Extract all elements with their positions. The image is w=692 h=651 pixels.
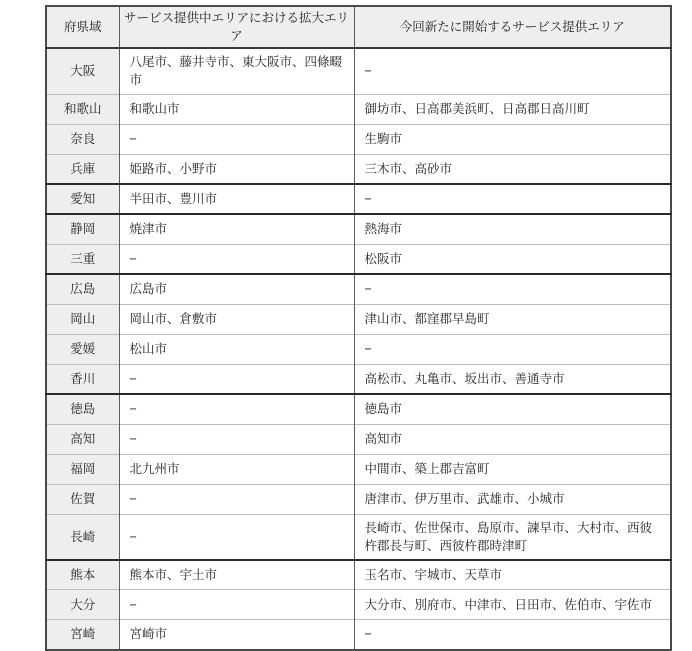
table-row xyxy=(46,304,671,334)
table-row xyxy=(46,484,671,514)
header-expand-area: サービス提供中エリアにおける拡大エリア xyxy=(119,6,354,48)
table-row xyxy=(46,514,671,560)
table-body xyxy=(46,48,671,650)
expand-area-cell: 熊本市、宇土市 xyxy=(119,560,354,590)
table-row xyxy=(46,620,671,650)
expand-area-cell: 北九州市 xyxy=(119,454,354,484)
new-area-cell: − xyxy=(354,184,671,214)
pref-cell: 兵庫 xyxy=(46,154,119,184)
expand-area-cell: 和歌山市 xyxy=(119,94,354,124)
table-row xyxy=(46,48,671,94)
expand-area-cell: 宮崎市 xyxy=(119,620,354,650)
pref-cell: 広島 xyxy=(46,274,119,304)
expand-area-cell: 焼津市 xyxy=(119,214,354,244)
new-area-cell: − xyxy=(354,620,671,650)
new-area-cell: 熱海市 xyxy=(354,214,671,244)
table-row xyxy=(46,394,671,424)
header-new-area: 今回新たに開始するサービス提供エリア xyxy=(354,6,671,48)
new-area-cell: 松阪市 xyxy=(354,244,671,274)
table-row xyxy=(46,274,671,304)
pref-cell: 長崎 xyxy=(46,514,119,560)
expand-area-cell: 八尾市、藤井寺市、東大阪市、四條畷市 xyxy=(119,48,354,94)
pref-cell: 静岡 xyxy=(46,214,119,244)
new-area-cell: − xyxy=(354,48,671,94)
new-area-cell: 津山市、都窪郡早島町 xyxy=(354,304,671,334)
pref-cell: 奈良 xyxy=(46,124,119,154)
table-row xyxy=(46,424,671,454)
header-row xyxy=(46,6,671,48)
expand-area-cell: 岡山市、倉敷市 xyxy=(119,304,354,334)
expand-area-cell: 広島市 xyxy=(119,274,354,304)
table-row xyxy=(46,154,671,184)
expand-area-cell: − xyxy=(119,424,354,454)
new-area-cell: 玉名市、宇城市、天草市 xyxy=(354,560,671,590)
table-row xyxy=(46,124,671,154)
pref-cell: 佐賀 xyxy=(46,484,119,514)
pref-cell: 三重 xyxy=(46,244,119,274)
expand-area-cell: − xyxy=(119,124,354,154)
pref-cell: 大阪 xyxy=(46,48,119,94)
new-area-cell: 高松市、丸亀市、坂出市、善通寺市 xyxy=(354,364,671,394)
expand-area-cell: 姫路市、小野市 xyxy=(119,154,354,184)
new-area-cell: − xyxy=(354,274,671,304)
table-row xyxy=(46,364,671,394)
table-header xyxy=(46,6,671,48)
pref-cell: 熊本 xyxy=(46,560,119,590)
table-row xyxy=(46,94,671,124)
new-area-cell: − xyxy=(354,334,671,364)
table-row xyxy=(46,454,671,484)
expand-area-cell: − xyxy=(119,484,354,514)
pref-cell: 岡山 xyxy=(46,304,119,334)
expand-area-cell: − xyxy=(119,394,354,424)
pref-cell: 香川 xyxy=(46,364,119,394)
expand-area-cell: − xyxy=(119,514,354,560)
new-area-cell: 徳島市 xyxy=(354,394,671,424)
pref-cell: 愛媛 xyxy=(46,334,119,364)
expand-area-cell: − xyxy=(119,244,354,274)
new-area-cell: 高知市 xyxy=(354,424,671,454)
pref-cell: 高知 xyxy=(46,424,119,454)
service-area-table xyxy=(45,5,672,651)
new-area-cell: 唐津市、伊万里市、武雄市、小城市 xyxy=(354,484,671,514)
new-area-cell: 御坊市、日高郡美浜町、日高郡日高川町 xyxy=(354,94,671,124)
expand-area-cell: − xyxy=(119,590,354,620)
pref-cell: 大分 xyxy=(46,590,119,620)
new-area-cell: 長崎市、佐世保市、島原市、諫早市、大村市、西彼杵郡長与町、西彼杵郡時津町 xyxy=(354,514,671,560)
expand-area-cell: 松山市 xyxy=(119,334,354,364)
table-row xyxy=(46,244,671,274)
pref-cell: 和歌山 xyxy=(46,94,119,124)
table-row xyxy=(46,214,671,244)
header-pref: 府県域 xyxy=(46,6,119,48)
pref-cell: 愛知 xyxy=(46,184,119,214)
expand-area-cell: − xyxy=(119,364,354,394)
new-area-cell: 三木市、高砂市 xyxy=(354,154,671,184)
new-area-cell: 中間市、築上郡吉富町 xyxy=(354,454,671,484)
table-row xyxy=(46,560,671,590)
expand-area-cell: 半田市、豊川市 xyxy=(119,184,354,214)
table-row xyxy=(46,590,671,620)
table-row xyxy=(46,184,671,214)
pref-cell: 徳島 xyxy=(46,394,119,424)
new-area-cell: 生駒市 xyxy=(354,124,671,154)
pref-cell: 宮崎 xyxy=(46,620,119,650)
new-area-cell: 大分市、別府市、中津市、日田市、佐伯市、宇佐市 xyxy=(354,590,671,620)
pref-cell: 福岡 xyxy=(46,454,119,484)
table-row xyxy=(46,334,671,364)
